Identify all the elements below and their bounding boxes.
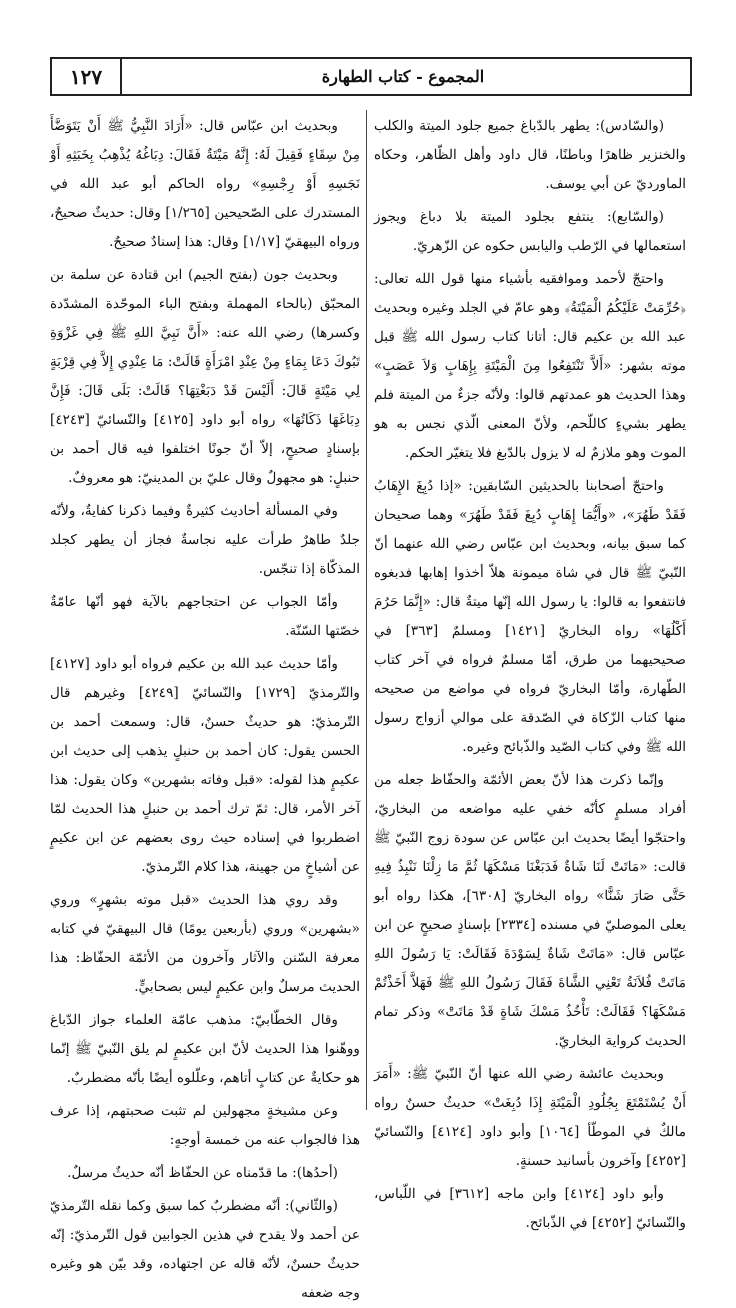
running-title: المجموع - كتاب الطهارة (321, 67, 485, 86)
paragraph: (والسّادس): يطهر بالدّباغ جميع جلود الميتة والكلب والخنزير ظاهرًا وباطنًا، قال داود وأهل الظّاهر، وحكاه الماورديّ عن أبي يوسف. (374, 118, 686, 192)
left-column (50, 112, 361, 1301)
paragraph: وأبو داود [٤١٢٤] وابن ماجه [٣٦١٢] في اللّباس، والنّسائيّ [٤٢٥٢] في الذّبائح. (374, 1186, 686, 1231)
right-column (374, 112, 687, 1231)
paragraph: واحتجّ لأحمد وموافقيه بأشياء منها قول الله تعالى: ﴿حُرِّمَتْ عَلَيْكُمُ الْمَيْتَةُ﴾ وهو عامّ في الجلد وغيره وبحديث عبد الله بن عكيم قال: أتانا كتاب رسول الله ﷺ قبل موته بشهر: «أَلاَّ تَنْتَفِعُوا مِنَ الْمَيْتَةِ بِإِهَابٍ وَلاَ عَصَبٍ» وهذا الحديث هو عمدتهم قالوا: ولأنّه جزءٌ من الميتة فلم يطهر بشيءٍ كاللّحم، ولأنّ المعنى الّذي نجس به هو الموت وهو ملازمٌ له لا يزول بالدّبغ فلا يتغيّر الحكم. (374, 271, 686, 461)
paragraph: وبحديث عائشة رضي الله عنها أنّ النّبيّ ﷺ: «أَمَرَ أَنْ يُسْتَمْتَعَ بِجُلُودِ الْمَيْتَةِ إِذَا دُبِغَتْ» حديثٌ حسنٌ رواه مالكٌ في الموطّأ [١٠٦٤] وأبو داود [٤١٢٤] والنّسائيّ [٤٢٥٢] وآخرون بأسانيد حسنةٍ. (374, 1066, 686, 1169)
paragraph: (والسّابع): ينتفع بجلود الميتة بلا دباغ ويجوز استعمالها في الرّطب واليابس حكوه عن الزّهريّ. (374, 209, 686, 254)
paragraph: وأمّا حديث عبد الله بن عكيم فرواه أبو داود [٤١٢٧] والتّرمذيّ [١٧٢٩] والنّسائيّ [٤٢٤٩] وغيرهم قال التّرمذيّ: هو حديثٌ حسنٌ، قال: وسمعت أحمد بن الحسن يقول: كان أحمد بن حنبلٍ يذهب إلى حديث ابن عكيمٍ هذا لقوله: «قبل وفاته بشهرين» وكان يقول: هذا آخر الأمر، قال: ثمّ ترك أحمد بن حنبلٍ هذا الحديث لمّا اضطربوا في إسناده حيث روى بعضهم عن ابن عكيمٍ عن أشياخٍ من جهينة، هذا كلام التّرمذيّ. (50, 656, 360, 875)
paragraph: وبحديث ابن عبّاس قال: «أَرَادَ النَّبِيُّ ﷺ أَنْ يَتَوَضَّأَ مِنْ سِقَاءٍ فَقِيلَ لَهُ: إِنَّهُ مَيْتَةٌ فَقَالَ: دِبَاغُهُ يُذْهِبُ بِخَبَثِهِ أَوْ نَجَسِهِ أَوْ رِجْسِهِ» رواه الحاكم أبو عبد الله في المستدرك على الصّحيحين [١/٢٦٥] وقال: حديثٌ صحيحٌ، ورواه البيهقيّ [١/١٧] وقال: هذا إسنادٌ صحيحٌ. (50, 118, 360, 250)
page-number: ١٢٧ (69, 64, 103, 89)
paragraph: وعن مشيخةٍ مجهولين لم تثبت صحبتهم، إذا عرف هذا فالجواب عنه من خمسة أوجهٍ: (50, 1103, 360, 1148)
paragraph: وإنّما ذكرت هذا لأنّ بعض الأئمّة والحفّاظ جعله من أفراد مسلمٍ كأنّه خفي عليه مواضعه من البخاريّ، واحتجّوا أيضًا بحديث ابن عبّاس عن سودة زوج النّبيّ ﷺ قالت: «مَاتَتْ لَنَا شَاةٌ فَدَبَغْنَا مَسْكَهَا ثُمَّ مَا زِلْنَا نَنْبِذُ فِيهِ حَتَّى صَارَ شَنًّا» رواه البخاريّ [٦٣٠٨]، هكذا رواه أبو يعلى الموصليّ في مسنده [٢٣٣٤] بإسنادٍ صحيحٍ عن ابن عبّاس قال: «مَاتَتْ شَاةٌ لِسَوْدَةَ فَقَالَتْ: يَا رَسُولَ اللهِ مَاتَتْ فُلاَنَةُ تَعْنِي الشَّاةَ فَقَالَ رَسُولُ اللهِ ﷺ فَهَلاَّ أَخَذْتُمْ مَسْكَهَا؟ فَقَالَتْ: تَأْخُذُ مَسْكَ شَاةٍ قَدْ مَاتَتْ» وذكر تمام الحديث كرواية البخاريّ. (374, 772, 687, 1049)
header-divider (120, 59, 122, 94)
page-header (50, 57, 692, 96)
paragraph: وبحديث جون (بفتح الجيم) ابن قتادة عن سلمة بن المحبّق (بالحاء المهملة وبفتح الباء الموحّدة المشدّدة وكسرها) رضي الله عنه: «أَنَّ نَبِيَّ اللهِ ﷺ فِي غَزْوَةِ تَبُوكَ دَعَا بِمَاءٍ مِنْ عِنْدِ امْرَأَةٍ قَالَتْ: مَا عِنْدِي إِلاَّ فِي قِرْبَةٍ لِي مَيْتَةٍ قَالَ: أَلَيْسَ قَدْ دَبَغْتِهَا؟ قَالَتْ: بَلَى قَالَ: فَإِنَّ دِبَاغَهَا ذَكَاتُهَا» رواه أبو داود [٤١٢٥] والنّسائيّ [٤٢٤٣] بإسنادٍ صحيحٍ، إلاّ أنّ جونًا اختلفوا فيه قال أحمد بن حنبلٍ: هو مجهولٌ وقال عليّ بن المدينيّ: هو معروفٌ. (50, 267, 361, 486)
paragraph: وفي المسألة أحاديث كثيرةٌ وفيما ذكرنا كفايةٌ، ولأنّه جلدٌ طاهرٌ طرأت عليه نجاسةٌ فجاز أن يطهر كجلد المذكّاة إذا تنجّس. (50, 503, 360, 577)
paragraph: وقال الخطّابيّ: مذهب عامّة العلماء جواز الدّباغ ووهّنوا هذا الحديث لأنّ ابن عكيمٍ لم يلق النّبيّ ﷺ إنّما هو حكايةٌ عن كتابٍ أتاهم، وعلّلوه أيضًا بأنّه مضطربٌ. (50, 1012, 360, 1086)
paragraph: (والثّاني): أنّه مضطربٌ كما سبق وكما نقله التّرمذيّ عن أحمد ولا يقدح في هذين الجوابين قول التّرمذيّ: إنّه حديثٌ حسنٌ، لأنّه قاله عن اجتهاده، وقد بيّن هو وغيره وجه ضعفه (50, 1198, 360, 1301)
paragraph: وقد روي هذا الحديث «قبل موته بشهرٍ» وروي «بشهرين» وروي (بأربعين يومًا) قال البيهقيّ في كتابه معرفة السّنن والآثار وآخرون من الأئمّة الحفّاظ: هذا الحديث مرسلٌ وابن عكيمٍ ليس بصحابيٍّ. (50, 892, 360, 995)
paragraph: وأمّا الجواب عن احتجاجهم بالآية فهو أنّها عامّةٌ خصّتها السّنّة. (50, 594, 360, 639)
paragraph: واحتجّ أصحابنا بالحديثين السّابقين: «إذا دُبِغَ الإِهَابُ فَقَدْ طَهُرَ»، «وأَيُّمَا إِهَابٍ دُبِغَ فَقَدْ طَهُرَ» وهما صحيحان كما سبق بيانه، وبحديث ابن عبّاس رضي الله عنهما أنّ النّبيّ ﷺ قال في شاة ميمونة هلاّ أخذوا إهابها فدبغوه فانتفعوا به قالوا: يا رسول الله إنّها ميتةٌ قال: «إِنَّمَا حَرُمَ أَكْلُهَا» رواه البخاريّ [١٤٢١] ومسلمٌ [٣٦٣] في صحيحيهما من طرق، أمّا مسلمٌ فرواه في آخر كتاب الطّهارة، وأمّا البخاريّ فرواه في مواضع من صحيحه منها كتاب الزّكاة في الصّدقة على موالي أزواج رسول الله ﷺ وفي كتاب الصّيد والذّبائح وغيره. (374, 478, 686, 755)
paragraph: (أحدُها): ما قدّمناه عن الحفّاظ أنّه حديثٌ مرسلٌ. (67, 1165, 338, 1181)
column-divider (366, 110, 367, 1110)
